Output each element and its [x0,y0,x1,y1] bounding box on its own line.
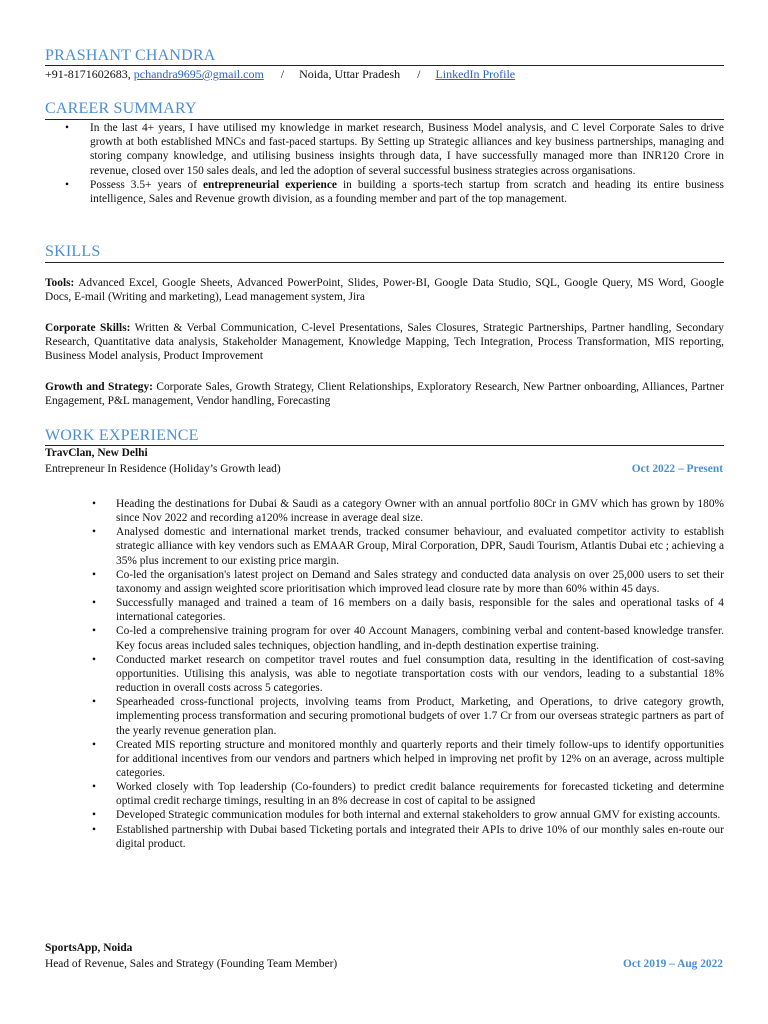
list-item: • Co-led the organisation's latest project on Demand and Sales strategy and conducted data analysis on over 25,000 users to set their taxonomy and assign weighted score prioritisation which improved lead closure rate by more than 60% within 45 days. [45,568,724,596]
header-divider [45,65,724,66]
work-experience-heading: WORK EXPERIENCE [45,427,199,444]
list-item: • Developed Strategic communication modules for both internal and external stakeholders to grow annual GMV for existing accounts. [45,808,724,822]
skill-label: Corporate Skills: [45,322,131,334]
skill-label: Tools: [45,277,75,289]
email-link[interactable]: pchandra9695@gmail.com [133,67,264,81]
list-item: • Heading the destinations for Dubai & Saudi as a category Owner with an annual portfolio 80Cr in GMV which has grown by 180% since Nov 2022 and recording a120% increase in average deal size. [45,497,724,525]
phone-number: +91-8171602683, [45,67,131,81]
list-item [45,178,724,206]
job-role: Head of Revenue, Sales and Strategy (Founding Team Member) [45,958,338,970]
location: Noida, Uttar Pradesh [299,67,401,81]
corporate-skills [45,321,724,364]
list-item: • Created MIS reporting structure and monitored monthly and quarterly reports and their timely follow-ups to identify opportunities for additional incentives from our vendors and partners which helped in improving net profit by 12% on an average, across multiple categories. [45,738,724,780]
highlight-text: entrepreneurial experience [202,178,337,191]
list-item: • In the last 4+ years, I have utilised my knowledge in market research, Business Model analysis, and C level Corporate Sales to drive growth at both established MNCs and fast-paced startups. By Setting up Strategic alliances and key business partnerships, managing and storing company knowledge, and utilising business insights through data, I have successfully managed more than INR120 Crore in revenue, closed over 150 sales deals, and led the adoption of several successful business strategies across organisations. [45,121,724,178]
list-item: • Worked closely with Top leadership (Co-founders) to predict credit balance requirements for forecasted ticketing and determine optimal credit recharge timings, resulting in an 8% decrease in cost of capital to be assigned [45,780,724,808]
section-divider [45,445,724,446]
skills-heading: SKILLS [45,243,101,260]
skill-text: Corporate Sales, Growth Strategy, Client Relationships, Exploratory Research, New Partner onboarding, Alliances, Partner Engagement, P&L management, Vendor handling, Forecasting [45,381,725,408]
skill-text: Advanced Excel, Google Sheets, Advanced PowerPoint, Slides, Power-BI, Google Data Studio, SQL, Google Query, MS Word, Google Docs, E-mail (Writing and marketing), Lead management system, Jira [45,277,724,304]
section-divider [45,262,724,263]
job-dates: Oct 2019 – Aug 2022 [623,958,723,970]
contact-line [45,67,515,82]
list-item: • Spearheaded cross-functional projects, involving teams from Product, Marketing, and Operations, to drive category growth, implementing process transformation and securing promotional budgets of over 1.7 Cr from our overseas strategic partners as part of the yearly revenue generation plan. [45,695,724,737]
career-summary-list [45,121,724,206]
separator: / [417,67,421,81]
list-item: • Co-led a comprehensive training program for over 40 Account Managers, combining verbal and content-based knowledge transfer. Key focus areas included sales techniques, objection handling, and in-depth destination expertise training. [45,624,724,652]
job-bullet-list [45,497,724,851]
summary-text: Possess 3.5+ years of [90,178,203,191]
list-item: • Established partnership with Dubai based Ticketing portals and integrated their APIs to drive 10% of our monthly sales en-route our digital product. [45,823,724,851]
candidate-name: PRASHANT CHANDRA [45,47,216,64]
company-name: SportsApp, Noida [45,942,133,954]
list-item: • Conducted market research on competitor travel routes and fuel consumption data, resulting in the identification of cost-saving opportunities. Utilising this analysis, was able to negotiate transportation costs with our vendors, leading to a substantial 18% reduction in overall costs across 5 categories. [45,653,724,695]
list-item: • Analysed domestic and international market trends, tracked consumer behaviour, and evaluated competitor activity to establish strategic alliance with key vendors such as EMAAR Group, Miral Corporation, DPR, Saudi Tourism, Atlantis Dubai etc ; achieving a 35% plus increment to our existing price margin. [45,525,724,567]
tools-skills [45,276,724,304]
skill-label: Growth and Strategy: [45,381,153,393]
skill-text: Written & Verbal Communication, C-level Presentations, Sales Closures, Strategic Partnerships, Partner handling, Secondary Research, Quantitative data analysis, Stakeholder Management, Knowledge Mapping, Tech Integration, Process Transformation, MIS reporting, Business Model analysis, Product Improvement [45,322,724,363]
summary-text: in building a sports-tech startup from scratch and heading its entire business intelligence, Sales and Revenue growth division, as a founding member and part of the top management. [90,178,724,206]
job-dates: Oct 2022 – Present [631,463,723,475]
separator: / [280,67,285,81]
company-name: TravClan, New Delhi [45,447,148,459]
job-role: Entrepreneur In Residence (Holiday’s Growth lead) [45,463,281,475]
growth-strategy-skills [45,380,724,408]
list-item: • Successfully managed and trained a team of 16 members on a daily basis, responsible for the sales and operational tasks of 4 international categories. [45,596,724,624]
career-summary-heading: CAREER SUMMARY [45,100,197,117]
linkedin-link[interactable]: LinkedIn Profile [435,67,516,81]
section-divider [45,119,724,120]
